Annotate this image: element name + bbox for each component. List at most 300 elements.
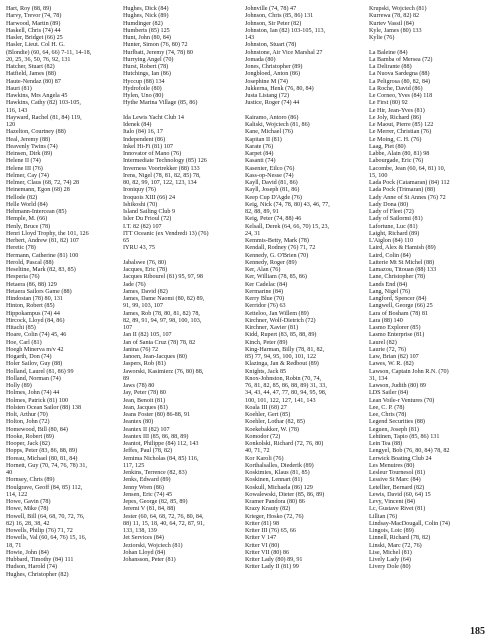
index-entry: Koskull, Michaela (86) 129 <box>245 484 313 491</box>
index-entry: Le Merrer, Christian (76) <box>369 129 432 136</box>
index-entry: 85) 77, 94, 95, 100, 101, 122 <box>245 354 317 360</box>
index-entry: Le Hir, Jean-Yves (81) <box>369 107 425 114</box>
index-entry: Kirchner, Wolf-Dietrich (72) <box>245 317 316 324</box>
index-entry: Hogarth, Don (74) <box>6 354 52 360</box>
section-gap <box>245 108 367 115</box>
index-entry: Kane, Michael (76) <box>245 129 293 136</box>
index-entry: La Baleine (84) <box>369 49 408 56</box>
index-entry: Lara of Bosham (78) 81 <box>369 310 429 317</box>
index-entry: Lady Anne of St Annes (76) 72 <box>369 194 446 201</box>
index-entry: Kapitan II (81) <box>245 136 282 143</box>
index-entry: La Bamba of Mersea (72) <box>369 56 433 63</box>
index-entry: Hitachi (85) <box>6 325 36 331</box>
index-entry: Ida Lewis Yacht Club 14 <box>123 114 184 121</box>
index-entry: Independent (86) <box>123 136 166 143</box>
index-entry: Hurlbatt, Jeremy (74, 78) 80 <box>123 49 193 56</box>
index-entry: Lean Voile-r Ventures (70) <box>369 397 435 404</box>
index-entry: Lasmo Enterprise (81) <box>369 332 425 339</box>
index-entry: Lamazou, Titouan (88) 133 <box>369 267 437 273</box>
index-entry: Ker Cadelac (84) <box>245 281 288 288</box>
index-entry: Janoen, Jean-Jacques (80) <box>123 354 187 360</box>
index-entry: Homewood, Bill (80, 84) <box>6 426 68 433</box>
index-entry: Hippokampus (74) 44 <box>6 310 60 317</box>
index-entry: Howells, Philip (76) 71, 72 <box>6 528 73 534</box>
index-entry: Lady of Sailormi (81) <box>369 216 423 223</box>
index-entry: Kendall, Rodney (76) 71, 72 <box>245 245 316 252</box>
index-entry: 100, 101, 122, 127, 141, 143 <box>245 397 316 404</box>
index-entry: Hellode (82) <box>6 194 38 201</box>
index-entry: Kyle, James (80) 133 <box>369 27 422 34</box>
index-entry: Livery Dole (80) <box>369 564 411 571</box>
index-entry: Heavenly Twins (74) <box>6 143 58 150</box>
index-entry: Haute-Nendaz (80) 87 <box>6 78 61 85</box>
index-entry: Komodor (72) <box>245 433 281 440</box>
index-entry: 40 <box>6 470 13 476</box>
index-entry: Lein Tea (88) <box>369 441 403 447</box>
index-entry: Jean, Jacques (81) <box>123 404 168 411</box>
index-entry: Howells, Val (60, 64, 76) 15, 16, <box>6 535 87 542</box>
index-entry: Labbe, Alain (80, 81) 98 <box>369 151 430 157</box>
index-entry: Kermarine (84) <box>245 288 284 295</box>
index-entry: Jaspers, Rob (81) <box>123 361 166 368</box>
index-column-2 <box>123 6 240 564</box>
index-entry: Krazy Krauty (82) <box>245 506 291 513</box>
index-entry: Jaws (78) 80 <box>123 383 155 389</box>
index-entry: Les Menuires (80) <box>369 462 415 469</box>
index-entry: Jabalswe (76, 80) <box>123 259 167 266</box>
index-entry: Lawson, Judith (80) 89 <box>369 383 426 389</box>
index-entry: Levy, Vincent (84) <box>369 499 416 505</box>
index-entry: Korthalsalles, Diederik (89) <box>245 462 314 469</box>
index-entry: Knox-Johnston, Robin (70, 74, <box>245 375 322 382</box>
index-entry: Idenek (84) <box>123 122 152 128</box>
index-entry: Jeantex (80) <box>123 419 154 426</box>
index-entry: L'Aiglon (84) 110 <box>369 238 414 244</box>
index-column-4 <box>369 6 489 572</box>
index-entry: Hazelton, Courtney (88) <box>6 129 66 136</box>
index-entry: Lindsay-MacDougall, Colin (74) <box>369 520 451 527</box>
index-entry: 91, 99, 103, 107 <box>123 303 163 310</box>
index-entry: Henri Lloyd Trophy, the 101, 126 <box>6 230 89 237</box>
index-entry: Isler Du Frioul (72) <box>123 216 172 223</box>
index-entry: Jester (60, 64, 68, 72, 76, 80, 84, <box>123 513 204 520</box>
index-entry: Johnson, Chris (85, 86) 131 <box>245 13 314 20</box>
index-entry: Jeantex III (85, 86, 88, 89) <box>123 433 189 440</box>
index-entry: Koekebakker, W. (78) <box>245 426 299 433</box>
index-entry: Hetaera Sailors Game (88) <box>6 288 72 295</box>
index-entry: Kriter Lady (80) 89, 91 <box>245 557 303 563</box>
index-entry: Holsten Ocean Sailor (88) 138 <box>6 404 82 411</box>
index-entry: 40, 71, 72 <box>245 448 270 455</box>
page-number: 185 <box>470 626 485 637</box>
index-entry: Houlgrave, Geoff (84, 85) 112, <box>6 484 83 491</box>
index-entry: Langwell, George (66) 25 <box>369 303 433 310</box>
index-entry: Hasler, Bridget (66) 25 <box>6 35 63 41</box>
index-entry: Hurst, Robert (78) <box>123 64 169 70</box>
section-gap <box>123 253 240 260</box>
index-entry: Lessive St Marc (84) <box>369 477 421 484</box>
index-entry: Karpet (84) <box>245 151 274 157</box>
index-entry: Jemima Nicholas (84, 85) 116, <box>123 455 199 462</box>
index-entry: 80, 82, 99, 107, 122, 123, 134 <box>123 180 197 186</box>
index-entry: Hart, Roy (88, 89) <box>6 6 52 12</box>
index-entry: Italo (84) 16, 17 <box>123 129 163 136</box>
index-entry: Ketteloo, Jan Willem (89) <box>245 310 309 317</box>
index-entry: ITT Oceanic (ex Vendredi 13) (76) <box>123 230 209 237</box>
index-entry: James, Dame Naomi (80, 82) 89, <box>123 296 205 302</box>
index-entry: Heinemann, Egon (68) 28 <box>6 187 70 194</box>
index-entry: Hermann, Catherine (81) 100 <box>6 252 79 259</box>
index-entry: Irens, Nigel (78, 81, 82, 85) 78, <box>123 172 201 179</box>
index-entry: Kasanti (74) <box>245 158 276 165</box>
index-entry: 116, 143 <box>6 107 28 114</box>
index-entry: Jongbloed, Anton (86) <box>245 71 301 78</box>
index-entry: Kairamo, Antoro (86) <box>245 114 299 121</box>
index-entry: Lasmo Explorer (85) <box>369 325 421 331</box>
index-entry: Kriter III (76) 65, 66 <box>245 528 296 534</box>
index-entry: Helle World (84) <box>6 201 48 208</box>
index-entry: Hatfield, James (88) <box>6 71 56 78</box>
index-entry: King-Harman, Billy (78, 81, 82, <box>245 346 325 353</box>
index-entry: Island Sailing Club 9 <box>123 209 176 215</box>
index-entry: Hurrying Angel (70) <box>123 56 174 63</box>
index-entry: 20, 25, 36, 50, 76, 92, 131 <box>6 56 71 63</box>
index-entry: LDS Sailer (84) <box>369 390 409 397</box>
index-entry: Humberts (85) 125 <box>123 27 170 34</box>
index-entry: Lesleur Tournesol (81) <box>369 470 426 476</box>
index-entry: Jepes, George (82, 85, 89) <box>123 499 188 505</box>
index-entry: Koehler, Gert (85) <box>245 412 291 418</box>
index-entry: 88) 11, 15, 18, 40, 64, 72, 87, 91, <box>123 520 205 527</box>
index-entry: Kayll, David (81, 86) <box>245 180 298 186</box>
index-entry: Kowalewski, Dieter (85, 86, 89) <box>245 491 325 498</box>
index-entry: Lang, Nigel (76) <box>369 288 411 295</box>
index-entry: Inkel Hi-Fi (81) 107 <box>123 143 173 150</box>
section-gap <box>369 42 489 49</box>
index-entry: 15, 100 <box>369 172 388 179</box>
index-column-1 <box>6 6 120 579</box>
index-entry: Kurtev Vassil (84) <box>369 20 414 27</box>
index-entry: Lafortune, Luc (81) <box>369 223 418 230</box>
index-entry: Holland, Laurel (81, 86) 99 <box>6 368 74 375</box>
index-entry: Hunt, John (80, 84) <box>123 35 171 41</box>
index-entry: 82) 16, 28, 38, 42 <box>6 520 50 527</box>
index-entry: Holton, John (72) <box>6 419 50 426</box>
index-entry: Lively Lady (64) <box>369 557 411 563</box>
index-entry: Lane, Christopher (78) <box>369 274 426 281</box>
index-entry: Jeziorski, Wojciech (81) <box>123 542 183 549</box>
index-entry: 143 <box>245 35 255 41</box>
index-entry: 24, 31 <box>245 230 261 237</box>
index-entry: Jones, Christopher (89) <box>245 64 303 70</box>
index-entry: James, Rob (78, 80, 81, 82) 78, <box>123 310 200 317</box>
index-entry: Linnell, Richard (78, 82) <box>369 535 431 542</box>
index-entry: Kylie (76) <box>369 35 395 41</box>
index-entry: Johnston, Stuart (78) <box>245 42 297 49</box>
index-entry: Laight, Richard (89) <box>369 230 420 237</box>
index-entry: Iroquois XIII (66) 24 <box>123 194 176 201</box>
index-entry: Karate (76) <box>245 143 274 150</box>
index-entry: Jeantex II (82) 107 <box>123 426 170 433</box>
index-entry: Johnstone, Air Vice Marshal 27 <box>245 49 323 56</box>
index-entry: 34, 43, 44, 47, 77, 80, 94, 95, 98, <box>245 390 327 397</box>
index-entry: Johnson, Sir Peter (82) <box>245 20 302 27</box>
index-entry: Langford, Spencer (84) <box>369 296 427 302</box>
index-entry: Jeremi V (81, 84, 88) <box>123 506 176 513</box>
index-entry: Hauri (81) <box>6 85 32 92</box>
index-entry: La Nuova Sardegna (88) <box>369 71 430 78</box>
index-entry: 82, 89, 91, 94, 97, 98, 100, 103, <box>123 317 202 324</box>
index-entry: Jeans Foster (80) 86-88, 91 <box>123 412 191 418</box>
index-entry: Lehtinen, Tapio (85, 86) 131 <box>369 433 440 440</box>
index-entry: Linski, Marc (72, 76) <box>369 542 422 549</box>
index-entry: Kayll, Joseph (81, 86) <box>245 187 300 194</box>
index-entry: Jensen, Eric (74) 45 <box>123 491 173 498</box>
index-entry: Laurie (72, 76) <box>369 346 406 353</box>
index-entry: Kaliski, Wojciech (81, 86) <box>245 122 310 128</box>
index-entry: Lc, Gustave Rivet (81) <box>369 506 426 513</box>
index-entry: Jenks, Edward (89) <box>123 477 171 484</box>
index-entry: Kriter Lady II (81) 99 <box>245 564 299 571</box>
index-entry: Justice, Roger (74) 44 <box>245 100 300 107</box>
index-entry: Koala III (68) 27 <box>245 404 287 411</box>
index-entry: Hayward, Rachel (81, 84) 119, <box>6 114 82 121</box>
index-entry: Jenkins, Terrence (82, 83) <box>123 470 187 476</box>
index-entry: Kass-op-Nesse (74) <box>245 172 294 179</box>
index-column-3 <box>245 6 367 572</box>
index-entry: Klazinga, Jan & Redbout (89) <box>245 361 319 368</box>
index-entry: Jean, Benoit (81) <box>123 397 166 404</box>
index-entry: Lee, C. P. (78) <box>369 404 405 411</box>
index-entry: Hawkins, Cathy (82) 103-105, <box>6 100 81 107</box>
index-entry: Harvy, Trevor (74, 78) <box>6 13 62 20</box>
index-entry: Harwood, Martin (89) <box>6 20 61 27</box>
index-entry: Lada Pock (Trimaran) (88) <box>369 187 436 194</box>
index-entry: Josephine M (74) <box>245 78 288 85</box>
index-entry: Letellier, Bernard (82) <box>369 484 425 491</box>
index-entry: Ker, William (78, 85, 86) <box>245 274 307 281</box>
index-entry: Lady of Fleet (72) <box>369 209 414 215</box>
index-entry: 89 <box>123 375 130 382</box>
index-entry: Konkolski, Richard (72, 76, 80) <box>245 441 324 447</box>
index-entry: Howie, John (84) <box>6 549 49 556</box>
index-entry: Le Maout, Pierre (85) 122 <box>369 122 434 128</box>
index-entry: Hornett, Guy (70, 74, 76, 78) 31, <box>6 462 88 469</box>
index-entry: Jukkerna, Henk (76, 80, 84) <box>245 85 314 92</box>
index-entry: Laurel (82) <box>369 339 397 346</box>
index-entry: Koehler, Lothar (82, 85) <box>245 419 305 426</box>
index-entry: Koskinen, Lennart (81) <box>245 477 303 484</box>
index-entry: Lacombe, Jean (60, 64, 81) 10, <box>369 165 446 172</box>
index-entry: Lee, Chris (78) <box>369 412 407 418</box>
index-entry: Kirchner, Xavier (81) <box>245 325 299 331</box>
index-entry: 82, 88, 89, 91 <box>245 209 279 215</box>
index-entry: Hindostan (78) 80, 131 <box>6 296 63 302</box>
index-entry: (Blondie) (60, 64, 66) 7-11, 14-18, <box>6 49 92 56</box>
index-entry: Hylen, Uno (80) <box>123 93 164 99</box>
index-entry: Kasenier, Eilco (76) <box>245 165 295 172</box>
index-entry: Hetaera (86, 88) 129 <box>6 281 57 288</box>
index-entry: Horeau, Michael (80, 81, 84) <box>6 455 78 462</box>
index-entry: Hemple, M. (66) <box>6 216 48 223</box>
index-entry: Jaworski, Kasimierz (76, 80) 88, <box>123 368 204 375</box>
index-entry: Kidd, Rupert (83, 85, 88, 89) <box>245 332 317 339</box>
index-entry: Heretic (78) <box>6 245 36 252</box>
index-entry: Hinton, Robert (85) <box>6 303 55 310</box>
index-entry: Holland, Norman (74) <box>6 375 61 382</box>
index-entry: Kriter V 147 <box>245 535 277 542</box>
index-entry: Leguen, Joseph (81) <box>369 426 419 433</box>
index-entry: Jenny Wren (86) <box>123 484 164 491</box>
index-entry: Jay, Peter (78) 80 <box>123 390 166 397</box>
index-entry: Hehmann-Intercean (85) <box>6 209 67 215</box>
index-entry: Justa Listang (72) <box>245 93 290 99</box>
index-entry: Law, Brian (82) 107 <box>369 354 419 360</box>
index-entry: Keig, Nick (74, 78, 80) 43, 46, 77, <box>245 201 330 208</box>
index-entry: Laiterie Mt St Michel (88) <box>369 259 435 266</box>
index-entry: Janina (76) 72 <box>123 346 159 353</box>
index-entry: 76, 81, 82, 85, 86, 88, 89) 31, 33, <box>245 383 327 389</box>
index-entry: Labourgade, Eric (76) <box>369 158 424 165</box>
index-entry: Kelsall, Derek (64, 66, 70) 15, 23, <box>245 223 330 230</box>
index-entry: Ker, Alan (76) <box>245 267 281 273</box>
index-entry: Kriter VI (80) <box>245 542 280 549</box>
index-entry: Laird, Colin (84) <box>369 252 411 259</box>
index-entry: Henly, Bruce (78) <box>6 223 51 230</box>
index-entry: Heinsen, Dirk (89) <box>6 151 53 157</box>
index-entry: Heseltine, Mark (82, 83, 85) <box>6 267 76 273</box>
index-entry: Hircock, Lloyd (84, 86) <box>6 317 65 324</box>
index-entry: Jan of Santa Cruz (78) 78, 82 <box>123 339 196 346</box>
index-entry: Kerridor (76) 63 <box>245 303 286 310</box>
index-entry: La Delirante (88) <box>369 64 412 70</box>
index-entry: Le Corneo, Yves (84) 118 <box>369 93 433 99</box>
index-entry: Jacques, Eric (78) <box>123 267 168 273</box>
index-entry: Hoegh Minerva m/v 42 <box>6 346 64 353</box>
index-entry: Humdinger (82) <box>123 20 163 27</box>
index-entry: Kinch, Peter (89) <box>245 339 288 346</box>
index-entry: Hutchings, Ian (86) <box>123 71 171 78</box>
index-entry: Ironiquy (76) <box>123 187 156 194</box>
index-entry: Kor Karoli (76) <box>245 455 284 462</box>
index-entry: 114, 122 <box>6 491 28 498</box>
index-entry: Hughes, Christopher (82) <box>6 571 69 578</box>
index-entry: Ishikoshi (70) <box>123 201 158 208</box>
index-entry: Holmes, Patrick (81) 100 <box>6 397 69 404</box>
index-entry: Koskimies, Klaus (81, 85) <box>245 470 310 476</box>
index-entry: 117, 125 <box>123 462 145 469</box>
index-entry: Lerwick Boating Club 24 <box>369 455 432 462</box>
index-entry: 133, 138, 139 <box>123 528 157 534</box>
index-entry: La Roche, David (86) <box>369 85 423 92</box>
index-entry: Hubbard, Timothy (84) 111 <box>6 557 74 563</box>
index-entry: Inverness Voortrekker (88) 133 <box>123 165 200 172</box>
index-entry: Lara (88) 140 <box>369 317 403 324</box>
index-entry: 18, 71 <box>6 542 22 549</box>
index-entry: 120 <box>6 122 16 128</box>
index-entry: Hunter, Simon (76, 80) 72 <box>123 42 188 49</box>
index-entry: 65 <box>123 238 130 244</box>
index-entry: Hawkins, Mrs Angela 45 <box>6 93 68 99</box>
index-entry: Herold, Pascal (88) <box>6 259 54 266</box>
index-entry: Hoe, Carl (81) <box>6 339 42 346</box>
index-entry: Helene III (76) <box>6 165 43 172</box>
index-entry: Lillian (76) <box>369 513 398 520</box>
index-entry: Holly (89) <box>6 383 32 389</box>
index-entry: Herbert, Andrew (81, 82) 107 <box>6 238 79 244</box>
index-entry: Howe, Gavin (78) <box>6 499 51 505</box>
index-entry: Hythe Marina Village (85, 86) <box>123 100 198 107</box>
index-entry: Jomada (80) <box>245 56 276 63</box>
index-entry: Hooper, Jack (82) <box>6 441 50 447</box>
index-entry: Holt, Arthur (70) <box>6 412 48 418</box>
index-entry: Johan Lloyd (84) <box>123 549 166 556</box>
index-entry: Howell, Bill (64, 68, 70, 72, 76, <box>6 513 85 520</box>
index-entry: Keig, Peter (74, 88) 46 <box>245 216 302 223</box>
index-entry: Hughes, Dick (84) <box>123 6 169 12</box>
index-entry: Kennedy, Roger (89) <box>245 259 297 266</box>
index-entry: Lands End (84) <box>369 281 408 288</box>
index-entry: Hoare, Colin (74) 45, 46 <box>6 332 67 339</box>
index-entry: Helmer, Claus (68, 72, 74) 28 <box>6 180 80 186</box>
index-entry: Le First (80) 92 <box>369 100 408 107</box>
index-entry: I.T. 82 (82) 107 <box>123 223 162 230</box>
index-entry: Lada Pock (Catamaran) (84) 112 <box>369 180 450 186</box>
index-entry: Hesperia (76) <box>6 274 40 281</box>
index-entry: 107 <box>123 325 133 331</box>
index-entry: La Peligrosa (80, 82, 84) <box>369 78 431 85</box>
index-entry: Hooke, Robert (89) <box>6 433 54 440</box>
index-entry: Jet Services (84) <box>123 535 164 542</box>
index-entry: Le Joly, Richard (86) <box>369 114 422 121</box>
index-entry: Hasler, Lieut. Col H. G. <box>6 42 65 49</box>
index-entry: Johnston, Ian (82) 103-105, 113, <box>245 27 326 34</box>
index-entry: Helene II (74) <box>6 158 41 165</box>
index-entry: Holer Sailov, Guy (88) <box>6 361 63 368</box>
index-entry: Lise, Michel (81) <box>369 549 412 556</box>
index-entry: Lingois, Loic (89) <box>369 528 414 534</box>
index-entry: Hudson, Harold (74) <box>6 564 57 571</box>
index-entry: Hatcher, Stuart (82) <box>6 64 55 70</box>
index-entry: Jan II (82) 105, 107 <box>123 332 172 339</box>
index-entry: Hopps, Peter (83, 86, 88, 89) <box>6 448 78 455</box>
index-entry: Kurrewa (78, 82) 82 <box>369 13 420 20</box>
index-entry: Laag, Piet (80) <box>369 143 406 150</box>
index-entry: Le Moing, C. H. (76) <box>369 136 422 143</box>
index-entry: Krieger, Hosko (72, 76) <box>245 513 304 520</box>
index-entry: Kerry Blue (70) <box>245 296 285 302</box>
index-entry: Hydrofoile (80) <box>123 85 162 92</box>
index-entry: Lewis, David (60, 64) 15 <box>369 491 431 498</box>
index-entry: Holmes, John (74) 44 <box>6 390 60 397</box>
index-entry: Lady Dona (80) <box>369 201 409 208</box>
index-entry: Intermediate Technology (85) 126 <box>123 158 207 165</box>
index-entry: Johnville (74, 78) 47 <box>245 6 297 12</box>
index-entry: Haskell, Chris (74) 44 <box>6 27 61 34</box>
index-entry: Howe, Mike (78) <box>6 506 49 513</box>
index-entry: Jade (76) <box>123 281 146 288</box>
index-entry: Jeffes, Paul (78, 82) <box>123 448 173 455</box>
index-entry: 31, 134 <box>369 375 388 382</box>
section-gap <box>123 108 240 115</box>
index-entry: Lawson, Captain John R.N. (70) <box>369 368 449 375</box>
index-entry: Hyccup (88) 134 <box>123 78 165 85</box>
index-entry: Laird, Alex & Hamish (89) <box>369 245 436 252</box>
index-entry: Kemmis-Betty, Mark (78) <box>245 238 309 244</box>
index-entry: Innovator of Mano (76) <box>123 151 182 157</box>
index-entry: Kriter (81) 98 <box>245 520 280 527</box>
index-entry: Knights, Jack 85 <box>245 368 287 375</box>
